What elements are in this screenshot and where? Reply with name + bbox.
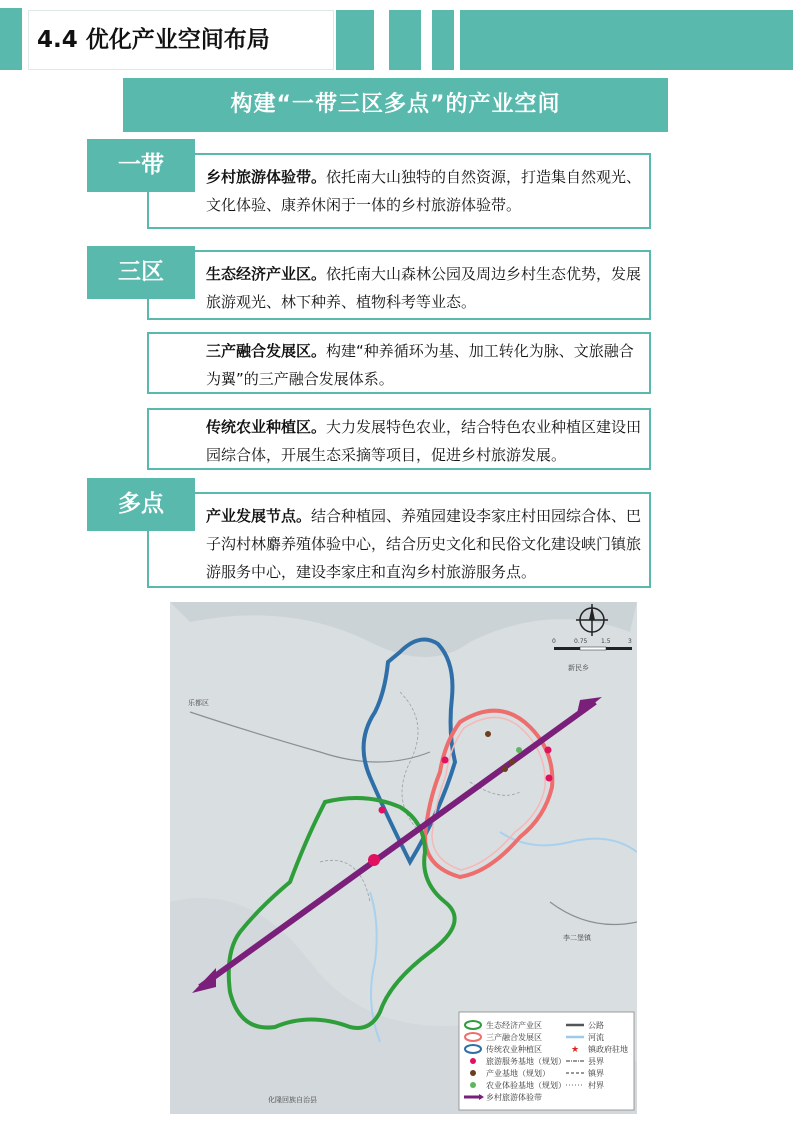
tourism-base-dot (545, 747, 552, 754)
item-text: 构建“种养循环为基、加工转化为脉、文旅融合为翼”的三产融合发展体系。 (206, 342, 634, 388)
sanqu-box-3 (147, 408, 651, 470)
item-heading: 生态经济产业区。 (206, 265, 327, 283)
legend-label: 公路 (588, 1021, 604, 1030)
industry-base-dot (502, 766, 508, 772)
legend-label: 农业体验基地（规划） (486, 1081, 566, 1090)
yidai-box (147, 153, 651, 229)
legend-label: 县界 (588, 1057, 604, 1066)
green-dot-icon (470, 1082, 476, 1088)
legend-label: 镇界 (588, 1069, 604, 1078)
place-label-hualong: 化隆回族自治县 (268, 1096, 317, 1104)
legend-label: 生态经济产业区 (486, 1021, 542, 1030)
industry-base-dot (509, 759, 515, 765)
item-heading: 乡村旅游体验带。 (206, 168, 327, 186)
scale-label: 0 (552, 638, 556, 645)
duodian-box (147, 492, 651, 588)
red-star-icon: ★ (571, 1045, 580, 1055)
map-canvas (170, 602, 637, 1114)
header-accent-bar (0, 8, 22, 70)
header-decor-block (432, 10, 454, 70)
item-heading: 三产融合发展区。 (206, 342, 327, 360)
tourism-base-dot (546, 775, 553, 782)
header-decor-block (389, 10, 421, 70)
scale-label: 1.5 (601, 638, 611, 645)
item-heading: 传统农业种植区。 (206, 418, 327, 436)
brown-dot-icon (470, 1070, 476, 1076)
industry-layout-map (170, 602, 637, 1114)
tourism-base-dot (379, 807, 386, 814)
header-decor-block (460, 10, 793, 70)
tag-duodian: 多点 (87, 478, 195, 531)
place-label-xinmin: 新民乡 (568, 664, 589, 672)
scale-label: 0.75 (574, 638, 588, 645)
header-decor-block (336, 10, 374, 70)
scale-bar (554, 647, 632, 650)
legend-label: 三产融合发展区 (486, 1033, 542, 1042)
place-label-lierbao: 李二堡镇 (563, 934, 591, 942)
tag-yidai: 一带 (87, 139, 195, 192)
scale-label: 3 (628, 638, 632, 645)
sanqu-box-1 (147, 250, 651, 320)
agri-experience-dot (516, 747, 522, 753)
item-text: 大力发展特色农业，结合特色农业种植区建设田园综合体，开展生态采摘等项目，促进乡村旅游发展。 (206, 418, 642, 464)
item-heading: 产业发展节点。 (206, 507, 312, 525)
item-text: 依托南大山森林公园及周边乡村生态优势，发展旅游观光、林下种养、植物科考等业态。 (206, 265, 642, 311)
tourism-base-dot (442, 757, 449, 764)
legend-label: 村界 (588, 1081, 604, 1090)
page-title: 4.4 优化产业空间布局 (28, 10, 334, 70)
legend-label: 镇政府驻地 (588, 1045, 628, 1054)
place-label-ledu: 乐都区 (188, 699, 209, 707)
sanqu-box-2 (147, 332, 651, 394)
legend-label: 河流 (588, 1033, 604, 1042)
item-text: 结合种植园、养殖园建设李家庄村田园综合体、巴子沟村林麝养殖体验中心，结合历史文化和民俗文化建设峡门镇旅游服务中心，建设李家庄和直沟乡村旅游服务点。 (206, 507, 642, 581)
legend-label: 传统农业种植区 (486, 1045, 542, 1054)
legend-label: 旅游服务基地（规划） (486, 1057, 566, 1066)
section-banner: 构建“一带三区多点”的产业空间 (123, 78, 668, 132)
legend-label: 乡村旅游体验带 (486, 1093, 542, 1102)
tag-sanqu: 三区 (87, 246, 195, 299)
legend-label: 产业基地（规划） (486, 1069, 550, 1078)
magenta-dot-icon (470, 1058, 476, 1064)
industry-base-dot (485, 731, 491, 737)
tourism-base-dot (368, 854, 380, 866)
item-text: 依托南大山独特的自然资源，打造集自然观光、文化体验、康养休闲于一体的乡村旅游体验带。 (206, 168, 642, 214)
